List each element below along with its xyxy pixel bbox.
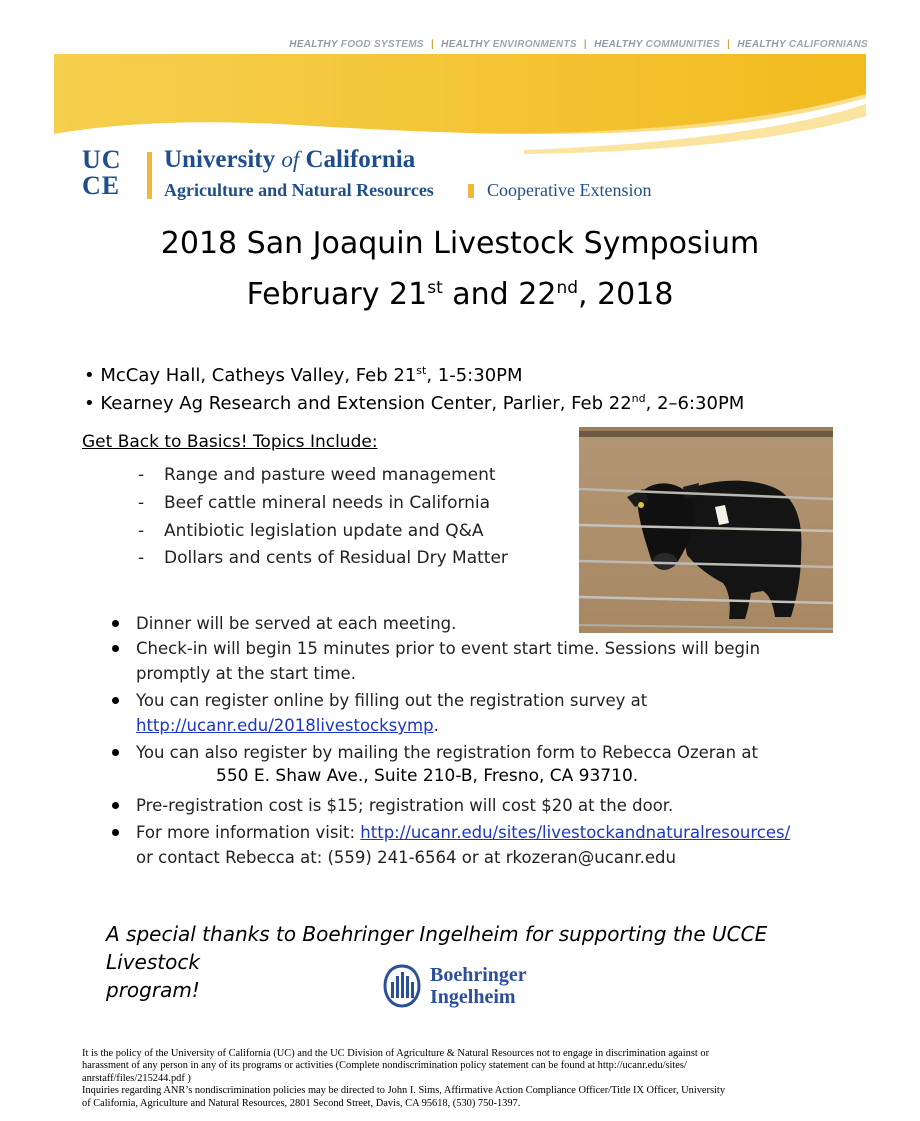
tagline-prefix: HEALTHY [594, 39, 643, 50]
tagline-separator: | [727, 39, 731, 50]
division-name: Agriculture and Natural Resources [164, 180, 434, 200]
tagline-prefix: HEALTHY [737, 39, 786, 50]
bullet-dot [112, 802, 119, 809]
location-item [84, 364, 523, 386]
header-banner [54, 54, 866, 156]
thanks-line: program! [106, 978, 200, 1002]
info-bullet-dinner [112, 611, 456, 636]
bullet-dot [112, 697, 119, 704]
program-name: Cooperative Extension [487, 180, 652, 200]
info-bullet-checkin [112, 636, 760, 686]
division-divider [468, 184, 474, 198]
location-sup: nd [631, 392, 646, 405]
location-time: , 1-5:30PM [426, 365, 523, 386]
mailing-address [216, 766, 638, 786]
topic-item [138, 521, 483, 541]
tagline-item: CALIFORNIANS [788, 39, 868, 50]
registration-link[interactable]: http://ucanr.edu/2018livestocksymp [136, 716, 434, 735]
page-title [0, 222, 920, 317]
dash-glyph: - [138, 548, 145, 568]
topic-item [138, 493, 490, 513]
title-line-1: 2018 San Joaquin Livestock Symposium [160, 226, 760, 261]
address-end: . [632, 766, 639, 786]
dash-glyph: - [138, 465, 145, 485]
bullet-dot [112, 749, 119, 756]
bullet-dot [112, 645, 119, 652]
university-name-part1: University [164, 146, 276, 173]
topic-item [138, 465, 496, 485]
logo-line-uc: UC [82, 145, 122, 174]
tagline-separator: | [583, 39, 588, 50]
footer-line: It is the policy of the University of California (UC) and the UC Division of Agriculture & Natural Resources not to engage in discrimination against or [82, 1048, 710, 1059]
bullet-text: promptly at the start time. [136, 664, 356, 683]
thanks-line: A special thanks to Boehringer Ingelheim for supporting the UCCE Livestock [106, 922, 768, 974]
contact-text: or contact Rebecca at: (559) 241-6564 or at rkozeran@ucanr.edu [136, 848, 676, 867]
ucce-logo [80, 145, 132, 201]
cattle-photo [579, 427, 833, 633]
footer-line: anrstaff/files/215244.pdf ) [82, 1072, 191, 1084]
title-date-sup: nd [556, 278, 579, 298]
info-bullet-more-info [112, 820, 790, 870]
title-date-sup: st [427, 278, 443, 298]
footer-line: of California, Agriculture and Natural Resources, 2801 Second Street, Davis, CA 95618, (530) 750-1397. [82, 1097, 521, 1109]
nondiscrimination-policy [82, 1048, 834, 1110]
title-line-2 [0, 266, 920, 317]
bullet-text: Pre-registration cost is $15; registration will cost $20 at the door. [136, 796, 674, 815]
topic-item [138, 548, 508, 568]
location-sup: st [416, 364, 427, 377]
footer-line: harassment of any person in any of its programs or activities (Complete nondiscrimination policy statement can be found at http://ucanr.edu/sites/ [82, 1060, 687, 1072]
tagline-prefix: HEALTHY [441, 39, 490, 50]
bullet-text [136, 713, 647, 738]
topic-text: Beef cattle mineral needs in California [164, 493, 491, 513]
location-text: McCay Hall, Catheys Valley, Feb 21 [100, 365, 417, 386]
bullet-text: Dinner will be served at each meeting. [136, 614, 457, 633]
dash-glyph: - [138, 493, 145, 513]
bullet-text: You can also register by mailing the registration form to Rebecca Ozeran at [136, 743, 758, 762]
bullet-text-end: . [433, 716, 439, 735]
dash-glyph: - [138, 521, 145, 541]
topics-heading: Get Back to Basics! Topics Include: [82, 432, 378, 452]
more-info-prefix: For more information visit: [136, 823, 361, 842]
bullet-text [136, 820, 790, 845]
bullet-text: You can register online by filling out the registration survey at [136, 691, 648, 710]
footer-line: Inquiries regarding ANR’s nondiscrimination policies may be directed to John I. Sims, Affirmative Action Compliance Officer/Title IX Officer, University [82, 1085, 726, 1097]
sponsor-name [430, 964, 527, 1008]
university-name-part2: California [305, 146, 416, 173]
address-text: 550 E. Shaw Ave., Suite 210-B, Fresno, CA 93710 [216, 766, 633, 786]
tagline-item: COMMUNITIES [645, 39, 721, 50]
title-date-part: February 21 [246, 277, 428, 312]
bullet-dot [112, 620, 119, 627]
title-date-part: and 22 [442, 277, 557, 312]
location-item [84, 392, 744, 414]
sponsor-name-line: Boehringer [430, 964, 527, 986]
university-name [164, 146, 415, 174]
logo-line-ce: CE [82, 171, 121, 200]
more-info-link[interactable]: http://ucanr.edu/sites/livestockandnaturalresources/ [360, 823, 791, 842]
info-bullet-register-mail [112, 740, 758, 765]
topic-text: Range and pasture weed management [164, 465, 496, 485]
tagline-item: ENVIRONMENTS [492, 39, 577, 50]
logo-divider [147, 152, 152, 199]
topic-text: Antibiotic legislation update and Q&A [164, 521, 484, 541]
topic-text: Dollars and cents of Residual Dry Matter [164, 548, 508, 568]
header-tagline [289, 39, 868, 50]
tagline-prefix: HEALTHY [289, 39, 338, 50]
tagline-item: FOOD SYSTEMS [340, 39, 424, 50]
tagline-separator: | [430, 39, 435, 50]
bullet-dot [112, 829, 119, 836]
sponsor-name-line: Ingelheim [430, 986, 516, 1008]
location-text: Kearney Ag Research and Extension Center, Parlier, Feb 22 [100, 393, 632, 414]
university-name-of: of [281, 147, 300, 172]
bullet-glyph: • [84, 365, 95, 386]
location-time: , 2–6:30PM [645, 393, 745, 414]
bullet-glyph: • [84, 393, 95, 414]
bullet-text: Check-in will begin 15 minutes prior to event start time. Sessions will begin [136, 639, 761, 658]
info-bullet-register-online [112, 688, 647, 738]
boehringer-logo-icon [382, 962, 422, 1010]
title-date-part: , 2018 [578, 277, 674, 312]
info-bullet-cost [112, 793, 673, 818]
